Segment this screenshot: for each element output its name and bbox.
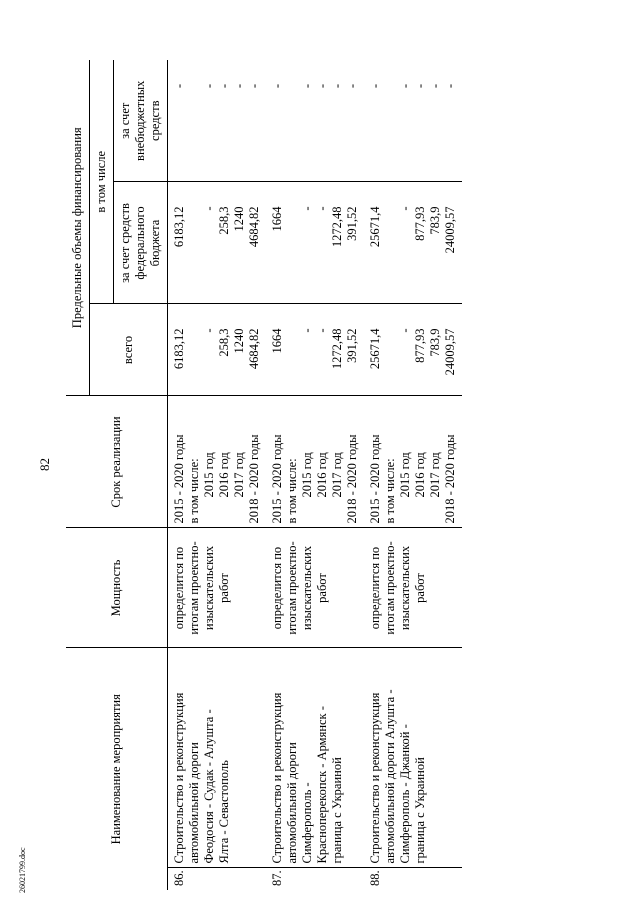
extra-line: - (428, 84, 442, 89)
total-line (285, 309, 300, 392)
total-line: - (398, 328, 412, 333)
row-federal (168, 182, 267, 304)
row-capacity (364, 528, 462, 648)
total-line: 1664 (270, 328, 284, 354)
federal-line: 1272,48 (330, 206, 344, 248)
extra-line: - (202, 84, 216, 89)
name-line: Феодосия - Судак - Алушта - (202, 709, 216, 864)
term-line: 2017 год (232, 452, 246, 498)
row-number-text: 88. (368, 870, 382, 886)
term-line: 2015 - 2020 годы (368, 434, 382, 524)
term-line: 2015 - 2020 годы (172, 434, 186, 524)
total-line: 24009,57 (443, 328, 457, 376)
name-line: граница с Украиной (330, 757, 344, 864)
total-line: 391,52 (345, 328, 359, 363)
row-number (364, 868, 462, 890)
header-funding: Предельные объемы финансирования (66, 60, 90, 396)
document-filename: 26021799.doc (18, 847, 27, 893)
row-name (168, 648, 267, 868)
term-line: 2016 год (217, 452, 231, 498)
name-line: Красноперекопск - Армянск - (315, 706, 329, 864)
row-capacity (266, 528, 364, 648)
capacity-line: итогам проектно- (383, 541, 397, 635)
row-federal (266, 182, 364, 304)
capacity-line: определится по (270, 546, 284, 630)
row-name (266, 648, 364, 868)
total-line: 258,3 (217, 328, 231, 357)
federal-line: 1664 (270, 206, 284, 232)
table-row (364, 60, 462, 890)
total-line: 877,93 (413, 328, 427, 363)
row-extrabudget (266, 60, 364, 182)
name-line: Симферополь - Джанкой - (398, 724, 412, 864)
federal-line: 877,93 (413, 206, 427, 241)
name-line: граница с Украиной (413, 757, 427, 864)
row-total (266, 304, 364, 396)
extra-line: - (443, 84, 457, 89)
federal-line: - (202, 206, 216, 211)
federal-line: 391,52 (345, 206, 359, 241)
total-line: 783,9 (428, 328, 442, 357)
name-line: Строительство и реконструкция (172, 692, 186, 864)
table-body (168, 60, 463, 890)
extra-line: - (217, 84, 231, 89)
extra-line (187, 64, 202, 178)
name-line: Строительство и реконструкция (270, 692, 284, 864)
table-row (168, 60, 267, 890)
extra-line: - (232, 84, 246, 89)
term-line: 2017 год (330, 452, 344, 498)
header-total: всего (90, 304, 168, 396)
row-number (266, 868, 364, 890)
extra-line: - (315, 84, 329, 89)
row-federal (364, 182, 462, 304)
capacity-line: итогам проектно- (187, 541, 201, 635)
term-line: 2018 - 2020 годы (443, 434, 457, 524)
row-term (364, 396, 462, 528)
name-line: Симферополь - (300, 782, 314, 864)
capacity-line: изыскательских (202, 545, 216, 631)
capacity-line: изыскательских (398, 545, 412, 631)
federal-line: 24009,57 (443, 206, 457, 254)
term-line: 2018 - 2020 годы (247, 434, 261, 524)
row-number-text: 86. (172, 870, 186, 886)
header-capacity: Мощность (66, 528, 168, 648)
capacity-line: работ (217, 573, 231, 603)
term-line: 2017 год (428, 452, 442, 498)
name-line: Ялта - Севастополь (217, 760, 231, 864)
row-number-text: 87. (270, 870, 284, 886)
term-line: в том числе: (383, 458, 397, 524)
total-line: 6183,12 (172, 328, 186, 370)
total-line: 1272,48 (330, 328, 344, 370)
header-including: в том числе (90, 60, 114, 304)
header-federal: за счет средств федерального бюджета (114, 182, 168, 304)
capacity-line: определится по (172, 546, 186, 630)
federal-line: 783,9 (428, 206, 442, 235)
federal-line (187, 187, 202, 300)
extra-line: - (398, 84, 412, 89)
total-line: 4684,82 (247, 328, 261, 370)
funding-table (66, 60, 462, 890)
capacity-line: определится по (368, 546, 382, 630)
term-line: 2015 - 2020 годы (270, 434, 284, 524)
capacity-line: работ (413, 573, 427, 603)
term-line: 2016 год (315, 452, 329, 498)
capacity-line: изыскательских (300, 545, 314, 631)
extra-line: - (368, 84, 382, 89)
page-number: 82 (37, 458, 52, 471)
row-capacity (168, 528, 267, 648)
row-total (168, 304, 267, 396)
extra-line: - (247, 84, 261, 89)
term-line: 2018 - 2020 годы (345, 434, 359, 524)
name-line: автомобильной дороги (285, 742, 299, 864)
total-line: 1240 (232, 328, 246, 354)
extra-line: - (172, 84, 186, 89)
federal-line: - (398, 206, 412, 211)
term-line: 2015 год (398, 452, 412, 498)
extra-line: - (330, 84, 344, 89)
federal-line: 6183,12 (172, 206, 186, 248)
federal-line: 1240 (232, 206, 246, 232)
total-line (187, 309, 202, 392)
row-total (364, 304, 462, 396)
row-extrabudget (364, 60, 462, 182)
row-number (168, 868, 267, 890)
funding-table-sheet (66, 60, 606, 890)
row-name (364, 648, 462, 868)
term-line: 2016 год (413, 452, 427, 498)
extra-line: - (270, 84, 284, 89)
header-extrabudget: за счет внебюджетных средств (114, 60, 168, 182)
total-line: - (300, 328, 314, 333)
capacity-line: работ (315, 573, 329, 603)
table-row (266, 60, 364, 890)
federal-line: 25671,4 (368, 206, 382, 248)
term-line: в том числе: (285, 458, 299, 524)
federal-line (383, 187, 398, 300)
federal-line: - (300, 206, 314, 211)
header-name: Наименование мероприятия (66, 648, 168, 890)
extra-line: - (300, 84, 314, 89)
term-line: 2015 год (300, 452, 314, 498)
row-term (266, 396, 364, 528)
extra-line (285, 64, 300, 178)
extra-line: - (345, 84, 359, 89)
name-line: автомобильной дороги Алушта - (383, 689, 397, 864)
name-line: автомобильной дороги (187, 742, 201, 864)
total-line: - (315, 328, 329, 333)
term-line: 2015 год (202, 452, 216, 498)
extra-line: - (413, 84, 427, 89)
federal-line: - (315, 206, 329, 211)
term-line: в том числе: (187, 458, 201, 524)
header-term: Срок реализации (66, 396, 168, 528)
federal-line: 4684,82 (247, 206, 261, 248)
row-extrabudget (168, 60, 267, 182)
row-term (168, 396, 267, 528)
name-line: Строительство и реконструкция (368, 692, 382, 864)
total-line (383, 309, 398, 392)
federal-line: 258,3 (217, 206, 231, 235)
total-line: - (202, 328, 216, 333)
capacity-line: итогам проектно- (285, 541, 299, 635)
total-line: 25671,4 (368, 328, 382, 370)
federal-line (285, 187, 300, 300)
extra-line (383, 64, 398, 178)
